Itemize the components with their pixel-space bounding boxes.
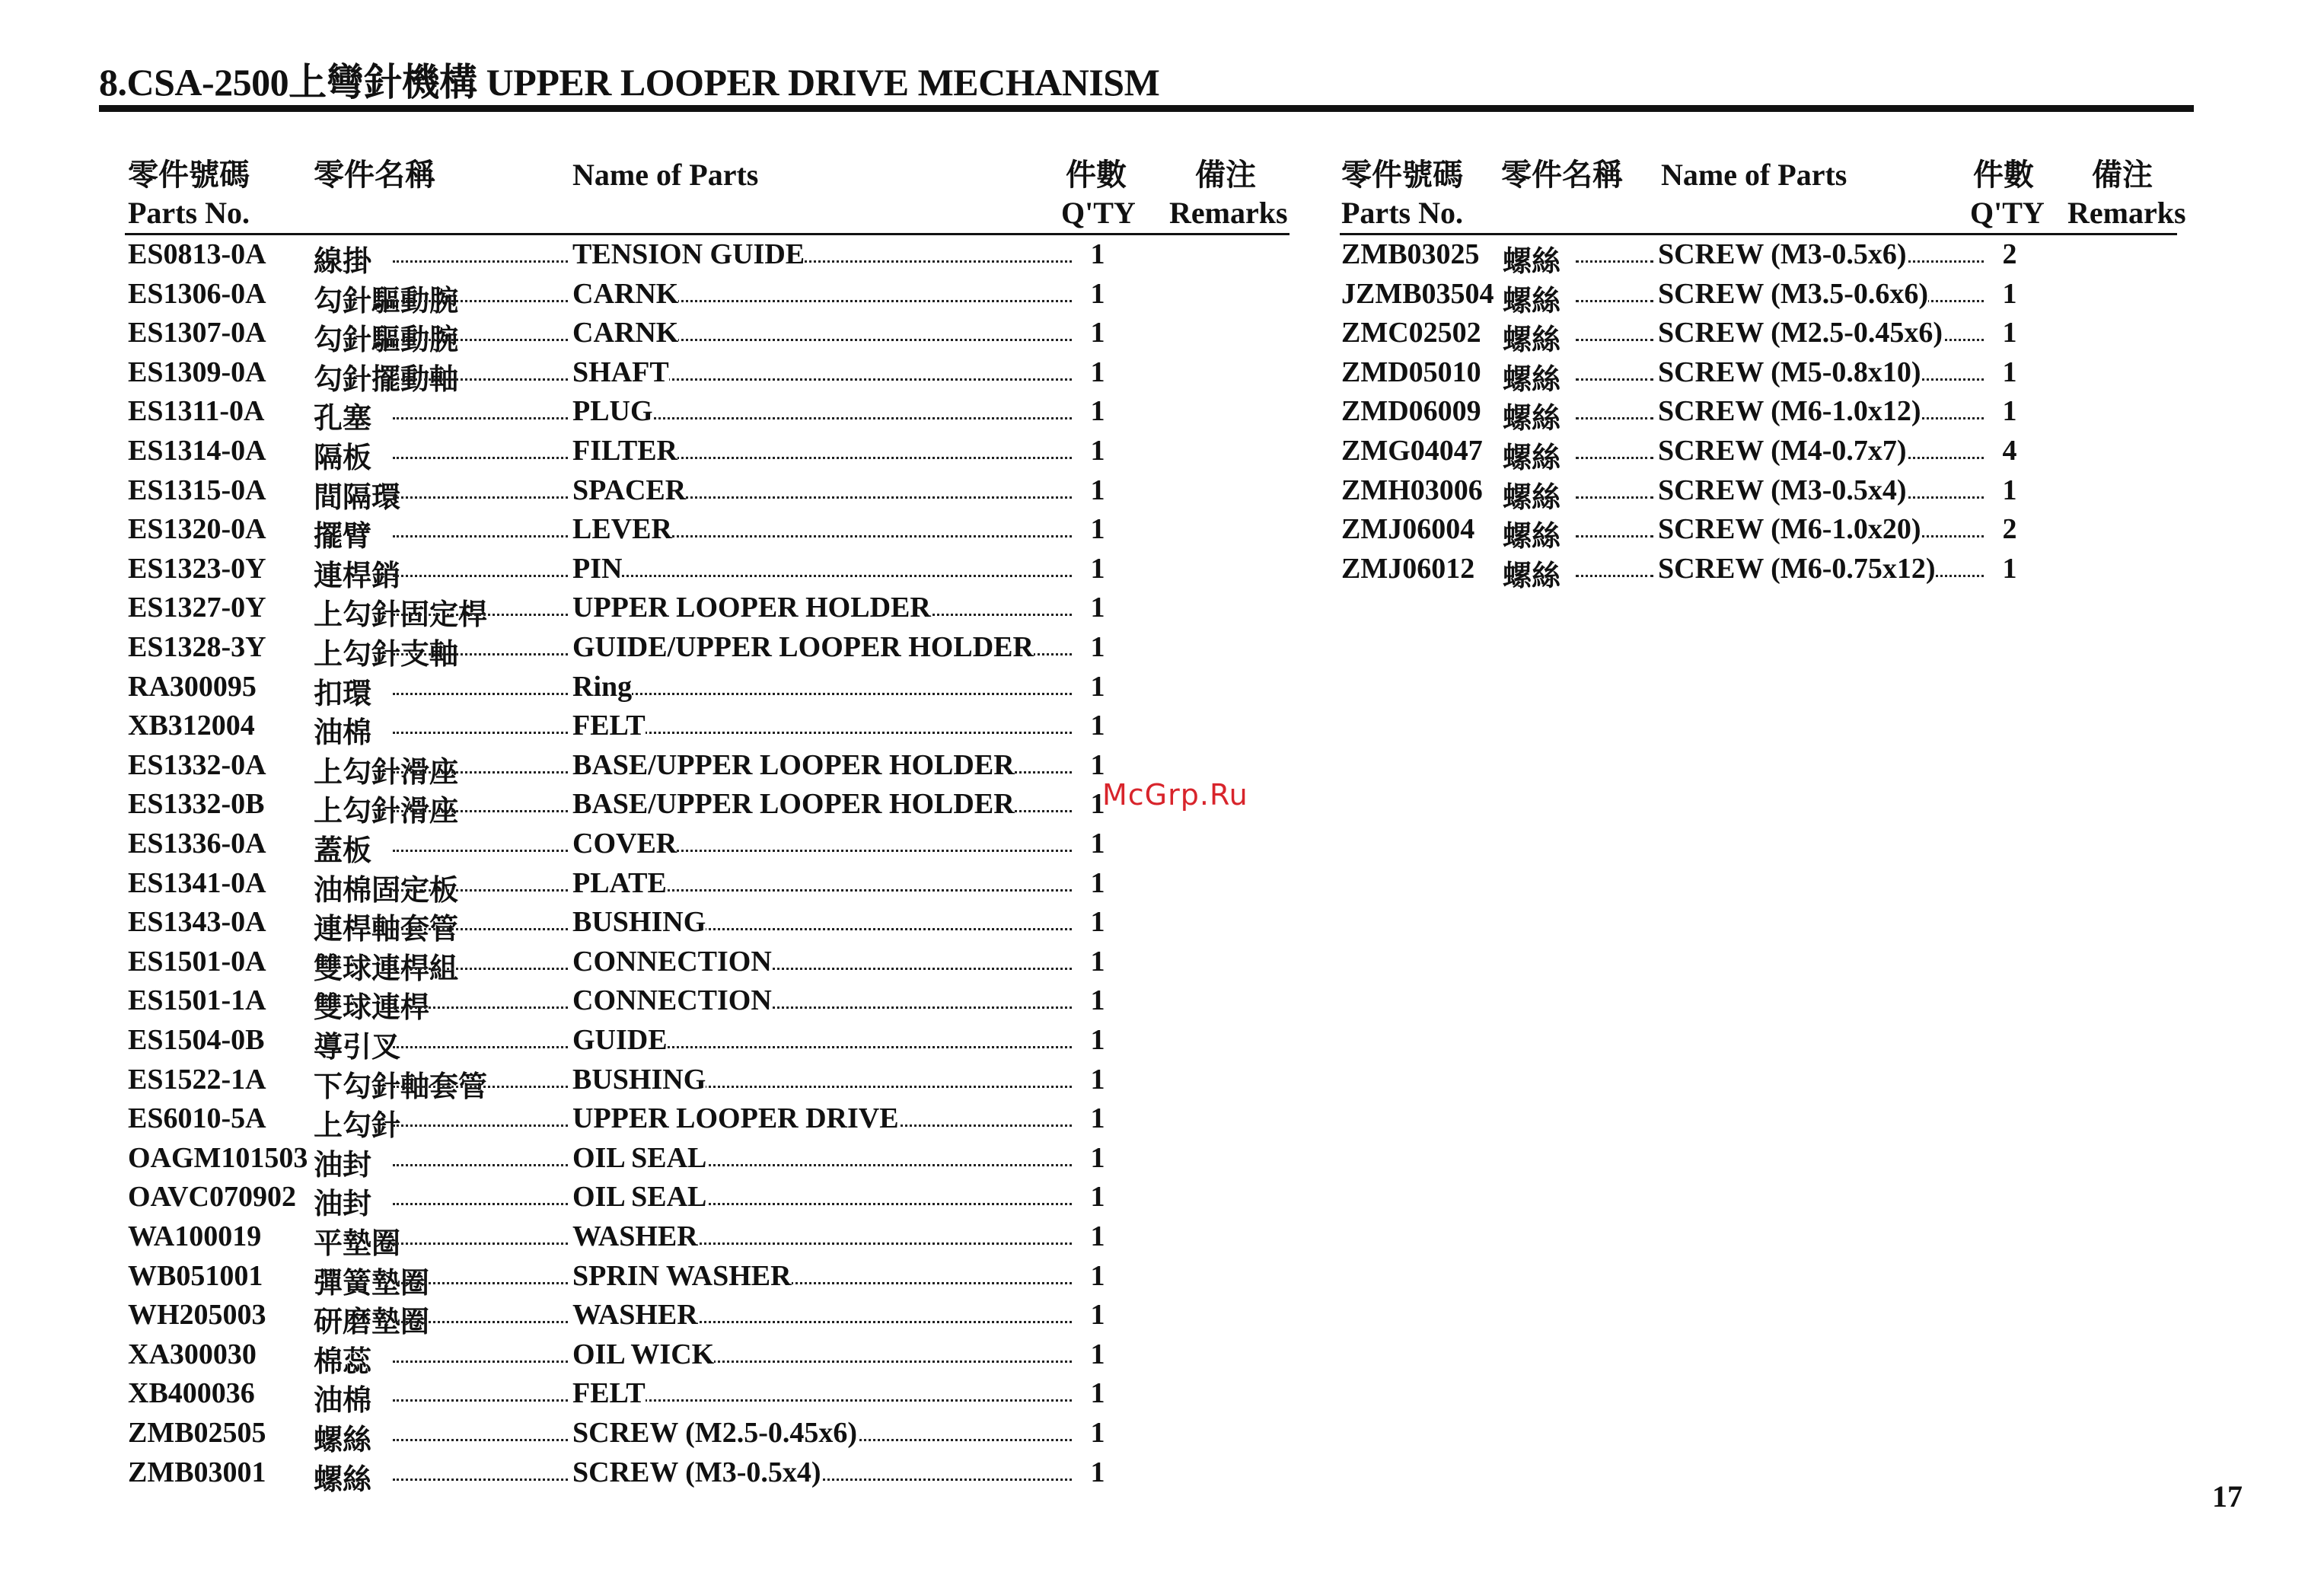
leader-dots bbox=[393, 810, 568, 812]
leader-dots bbox=[393, 1006, 568, 1009]
part-name-cn: 螺絲 bbox=[1503, 324, 1561, 357]
part-row bbox=[1341, 277, 2179, 317]
part-name-en: OIL SEAL bbox=[572, 1141, 707, 1174]
header-remarks-en-right: Remarks bbox=[2067, 196, 2186, 230]
part-number: ZMD06009 bbox=[1341, 395, 1481, 428]
leader-dots bbox=[1576, 300, 1653, 302]
part-row bbox=[128, 984, 1285, 1023]
leader-dots bbox=[572, 1399, 1072, 1402]
part-row bbox=[128, 1141, 1285, 1181]
header-qty-en-right: Q'TY bbox=[1970, 196, 2045, 230]
part-qty: 1 bbox=[1090, 1417, 1105, 1449]
part-name-cn: 螺絲 bbox=[314, 1463, 372, 1496]
part-number: WA100019 bbox=[128, 1220, 262, 1252]
part-qty: 1 bbox=[1090, 1141, 1105, 1174]
part-name-en: SPRIN WASHER bbox=[572, 1259, 792, 1292]
header-part-name-en: Name of Parts bbox=[572, 158, 759, 192]
leader-dots bbox=[393, 653, 568, 656]
part-qty: 1 bbox=[1090, 1102, 1105, 1135]
part-row bbox=[128, 709, 1285, 748]
leader-dots bbox=[393, 1479, 568, 1481]
leader-dots bbox=[393, 339, 568, 341]
part-row bbox=[128, 356, 1285, 395]
part-qty: 1 bbox=[1090, 238, 1105, 270]
leader-dots bbox=[1576, 535, 1653, 537]
part-qty: 2 bbox=[2002, 513, 2017, 546]
part-qty: 1 bbox=[1090, 474, 1105, 506]
part-name-en: BASE/UPPER LOOPER HOLDER bbox=[572, 748, 1015, 781]
part-qty: 1 bbox=[1090, 1299, 1105, 1332]
part-name-en: SCREW (M6-1.0x20) bbox=[1658, 513, 1921, 546]
leader-dots bbox=[393, 260, 568, 263]
part-name-cn: 隔板 bbox=[314, 442, 372, 474]
part-number: ES1332-0A bbox=[128, 748, 266, 781]
part-row bbox=[128, 1220, 1285, 1259]
part-name-en: SCREW (M3.5-0.6x6) bbox=[1658, 277, 1929, 310]
leader-dots bbox=[393, 1360, 568, 1363]
part-qty: 1 bbox=[2002, 395, 2017, 428]
part-qty: 1 bbox=[1090, 435, 1105, 467]
part-qty: 1 bbox=[1090, 1220, 1105, 1252]
part-number: ES1327-0Y bbox=[128, 592, 266, 624]
leader-dots bbox=[393, 1164, 568, 1166]
part-name-en: SPACER bbox=[572, 474, 687, 506]
part-row bbox=[1341, 552, 2179, 592]
part-name-cn: 勾針驅動腕 bbox=[314, 285, 459, 317]
part-qty: 1 bbox=[2002, 356, 2017, 388]
leader-dots bbox=[393, 1282, 568, 1284]
part-number: ZMJ06004 bbox=[1341, 513, 1475, 546]
part-qty: 1 bbox=[2002, 474, 2017, 506]
part-name-cn: 螺絲 bbox=[1503, 560, 1561, 592]
part-row bbox=[128, 1023, 1285, 1063]
part-qty: 1 bbox=[1090, 748, 1105, 781]
part-name-cn: 勾針擺動軸 bbox=[314, 363, 459, 396]
part-name-cn: 研磨墊圈 bbox=[314, 1306, 430, 1339]
part-name-cn: 螺絲 bbox=[1503, 363, 1561, 396]
header-remarks-cn-right: 備注 bbox=[2092, 158, 2153, 192]
leader-dots bbox=[393, 1321, 568, 1323]
leader-dots bbox=[393, 378, 568, 381]
part-name-cn: 螺絲 bbox=[1503, 246, 1561, 278]
part-qty: 1 bbox=[1090, 513, 1105, 546]
part-name-cn: 上勾針滑座 bbox=[314, 756, 459, 789]
part-name-cn: 導引叉 bbox=[314, 1032, 401, 1064]
part-name-en: LEVER bbox=[572, 513, 672, 546]
part-qty: 1 bbox=[1090, 1456, 1105, 1488]
part-name-en: CONNECTION bbox=[572, 984, 772, 1017]
header-part-no-cn-right: 零件號碼 bbox=[1341, 158, 1463, 192]
part-qty: 1 bbox=[1090, 788, 1105, 821]
part-qty: 1 bbox=[1090, 670, 1105, 703]
part-number: ZMH03006 bbox=[1341, 474, 1483, 506]
left-header-divider bbox=[125, 233, 1290, 235]
leader-dots bbox=[393, 535, 568, 537]
part-number: ZMB03025 bbox=[1341, 238, 1480, 270]
part-row bbox=[128, 1298, 1285, 1338]
part-number: ES1501-1A bbox=[128, 984, 266, 1017]
part-qty: 1 bbox=[2002, 552, 2017, 585]
leader-dots bbox=[393, 1439, 568, 1441]
part-qty: 1 bbox=[1090, 277, 1105, 310]
part-name-cn: 上勾針滑座 bbox=[314, 796, 459, 828]
leader-dots bbox=[1576, 417, 1653, 419]
part-row bbox=[128, 316, 1285, 356]
part-row bbox=[128, 945, 1285, 984]
part-qty: 4 bbox=[2002, 435, 2017, 467]
part-name-cn: 下勾針軸套管 bbox=[314, 1070, 488, 1103]
leader-dots bbox=[393, 1203, 568, 1205]
part-name-en: COVER bbox=[572, 828, 677, 860]
part-qty: 1 bbox=[1090, 592, 1105, 624]
leader-dots bbox=[393, 417, 568, 419]
part-name-cn: 棉蕊 bbox=[314, 1345, 372, 1378]
part-name-en: SCREW (M3-0.5x6) bbox=[1658, 238, 1907, 270]
part-number: ZMC02502 bbox=[1341, 317, 1481, 349]
part-number: JZMB03504 bbox=[1341, 277, 1494, 310]
part-number: ES6010-5A bbox=[128, 1102, 266, 1135]
part-number: OAGM101503 bbox=[128, 1141, 308, 1174]
part-name-cn: 油棉固定板 bbox=[314, 874, 459, 907]
part-row bbox=[128, 1102, 1285, 1141]
part-qty: 1 bbox=[2002, 277, 2017, 310]
header-remarks-cn: 備注 bbox=[1195, 158, 1256, 192]
title-divider bbox=[99, 105, 2194, 112]
part-number: XB312004 bbox=[128, 710, 255, 742]
part-name-en: SHAFT bbox=[572, 356, 669, 388]
part-qty: 1 bbox=[1090, 395, 1105, 428]
part-name-en: UPPER LOOPER HOLDER bbox=[572, 592, 931, 624]
part-row bbox=[128, 552, 1285, 592]
part-qty: 1 bbox=[1090, 906, 1105, 939]
page-title: 8.CSA-2500上彎針機構 UPPER LOOPER DRIVE MECHANISM bbox=[99, 61, 1160, 104]
leader-dots bbox=[1576, 457, 1653, 459]
part-number: RA300095 bbox=[128, 670, 257, 703]
part-number: ES0813-0A bbox=[128, 238, 266, 270]
part-number: ES1332-0B bbox=[128, 788, 265, 821]
part-qty: 1 bbox=[1090, 828, 1105, 860]
part-name-en: SCREW (M2.5-0.45x6) bbox=[1658, 317, 1943, 349]
part-number: ES1343-0A bbox=[128, 906, 266, 939]
part-name-en: GUIDE/UPPER LOOPER HOLDER bbox=[572, 631, 1034, 663]
leader-dots bbox=[393, 614, 568, 616]
part-name-cn: 螺絲 bbox=[1503, 285, 1561, 317]
part-number: ES1336-0A bbox=[128, 828, 266, 860]
right-header-divider bbox=[1340, 233, 2177, 235]
part-name-en: OIL SEAL bbox=[572, 1181, 707, 1214]
part-qty: 1 bbox=[1090, 552, 1105, 585]
part-row bbox=[128, 827, 1285, 866]
header-qty-en: Q'TY bbox=[1061, 196, 1136, 230]
header-qty-cn-right: 件數 bbox=[1973, 158, 2034, 192]
leader-dots bbox=[1576, 496, 1653, 499]
part-qty: 2 bbox=[2002, 238, 2017, 270]
leader-dots bbox=[393, 1399, 568, 1402]
part-name-en: CARNK bbox=[572, 317, 679, 349]
leader-dots bbox=[393, 850, 568, 852]
header-part-name-cn: 零件名稱 bbox=[314, 158, 435, 192]
part-qty: 1 bbox=[1090, 710, 1105, 742]
part-number: ES1501-0A bbox=[128, 945, 266, 978]
header-part-no-cn: 零件號碼 bbox=[128, 158, 250, 192]
part-name-en: SCREW (M5-0.8x10) bbox=[1658, 356, 1921, 388]
leader-dots bbox=[393, 889, 568, 892]
leader-dots bbox=[393, 457, 568, 459]
part-name-en: PIN bbox=[572, 552, 623, 585]
part-number: ES1314-0A bbox=[128, 435, 266, 467]
part-number: ES1315-0A bbox=[128, 474, 266, 506]
part-qty: 1 bbox=[2002, 317, 2017, 349]
part-number: ES1522-1A bbox=[128, 1063, 266, 1096]
part-name-cn: 上勾針固定桿 bbox=[314, 599, 488, 632]
part-number: WH205003 bbox=[128, 1299, 266, 1332]
part-qty: 1 bbox=[1090, 945, 1105, 978]
part-name-cn: 勾針驅動腕 bbox=[314, 324, 459, 357]
part-row bbox=[128, 591, 1285, 630]
part-row bbox=[128, 474, 1285, 513]
part-row bbox=[128, 1063, 1285, 1102]
part-number: ES1320-0A bbox=[128, 513, 266, 546]
leader-dots bbox=[393, 496, 568, 499]
leader-dots bbox=[1576, 339, 1653, 341]
part-row bbox=[128, 434, 1285, 474]
part-row bbox=[128, 394, 1285, 434]
part-name-en: GUIDE bbox=[572, 1024, 668, 1056]
part-qty: 1 bbox=[1090, 1063, 1105, 1096]
leader-dots bbox=[393, 1086, 568, 1088]
part-row bbox=[1341, 394, 2179, 434]
part-row bbox=[1341, 474, 2179, 513]
part-row bbox=[128, 866, 1285, 906]
part-row bbox=[128, 1259, 1285, 1299]
part-name-en: FILTER bbox=[572, 435, 677, 467]
header-qty-cn: 件數 bbox=[1066, 158, 1127, 192]
part-row bbox=[128, 670, 1285, 710]
part-name-cn: 平墊圈 bbox=[314, 1228, 401, 1260]
page-title-row bbox=[99, 52, 2200, 107]
header-part-no-en-right: Parts No. bbox=[1341, 196, 1463, 230]
part-qty: 1 bbox=[1090, 1181, 1105, 1214]
part-qty: 1 bbox=[1090, 1377, 1105, 1410]
part-name-en: FELT bbox=[572, 710, 646, 742]
part-name-en: SCREW (M4-0.7x7) bbox=[1658, 435, 1907, 467]
part-number: WB051001 bbox=[128, 1259, 263, 1292]
part-row bbox=[128, 1338, 1285, 1377]
leader-dots bbox=[572, 732, 1072, 734]
part-name-cn: 油棉 bbox=[314, 717, 372, 750]
part-row bbox=[1341, 356, 2179, 395]
part-number: ES1311-0A bbox=[128, 395, 265, 428]
part-name-en: SCREW (M6-0.75x12) bbox=[1658, 552, 1936, 585]
part-qty: 1 bbox=[1090, 984, 1105, 1017]
part-number: ES1307-0A bbox=[128, 317, 266, 349]
part-name-cn: 孔塞 bbox=[314, 403, 372, 435]
leader-dots bbox=[572, 693, 1072, 695]
part-row bbox=[128, 277, 1285, 317]
part-row bbox=[128, 1416, 1285, 1456]
leader-dots bbox=[393, 300, 568, 302]
part-qty: 1 bbox=[1090, 1024, 1105, 1056]
part-qty: 1 bbox=[1090, 356, 1105, 388]
part-name-cn: 彈簧墊圈 bbox=[314, 1267, 430, 1300]
leader-dots bbox=[1576, 260, 1653, 263]
part-qty: 1 bbox=[1090, 1259, 1105, 1292]
leader-dots bbox=[393, 693, 568, 695]
part-qty: 1 bbox=[1090, 317, 1105, 349]
part-name-en: Ring bbox=[572, 670, 633, 703]
leader-dots bbox=[1576, 575, 1653, 577]
part-number: OAVC070902 bbox=[128, 1181, 296, 1214]
part-number: ZMB03001 bbox=[128, 1456, 266, 1488]
part-name-cn: 螺絲 bbox=[1503, 521, 1561, 553]
part-name-cn: 上勾針支軸 bbox=[314, 639, 459, 671]
part-qty: 1 bbox=[1090, 631, 1105, 663]
part-name-en: PLATE bbox=[572, 866, 667, 899]
part-name-cn: 螺絲 bbox=[1503, 481, 1561, 514]
part-name-en: SCREW (M3-0.5x4) bbox=[1658, 474, 1907, 506]
part-number: ES1323-0Y bbox=[128, 552, 266, 585]
part-qty: 1 bbox=[1090, 866, 1105, 899]
part-number: ES1309-0A bbox=[128, 356, 266, 388]
part-row bbox=[1341, 512, 2179, 552]
leader-dots bbox=[393, 771, 568, 774]
part-name-en: WASHER bbox=[572, 1220, 698, 1252]
header-part-name-cn-right: 零件名稱 bbox=[1501, 158, 1623, 192]
part-number: XA300030 bbox=[128, 1338, 257, 1370]
part-row bbox=[128, 238, 1285, 277]
part-name-cn: 蓋板 bbox=[314, 835, 372, 867]
part-number: XB400036 bbox=[128, 1377, 255, 1410]
part-name-en: BUSHING bbox=[572, 1063, 706, 1096]
watermark: McGrp.Ru bbox=[1102, 778, 1248, 812]
part-name-cn: 上勾針 bbox=[314, 1110, 401, 1143]
part-qty: 1 bbox=[1090, 1338, 1105, 1370]
part-number: ZMJ06012 bbox=[1341, 552, 1475, 585]
part-name-en: SCREW (M6-1.0x12) bbox=[1658, 395, 1921, 428]
header-part-no-en: Parts No. bbox=[128, 196, 250, 230]
part-name-cn: 連桿軸套管 bbox=[314, 914, 459, 946]
leader-dots bbox=[393, 1046, 568, 1048]
part-name-cn: 雙球連桿 bbox=[314, 992, 430, 1025]
part-name-cn: 螺絲 bbox=[1503, 442, 1561, 474]
part-name-cn: 雙球連桿組 bbox=[314, 952, 459, 985]
part-name-en: SCREW (M3-0.5x4) bbox=[572, 1456, 821, 1488]
part-row bbox=[1341, 316, 2179, 356]
part-name-cn: 連桿銷 bbox=[314, 560, 401, 592]
part-number: ZMB02505 bbox=[128, 1417, 266, 1449]
part-row bbox=[128, 512, 1285, 552]
leader-dots bbox=[393, 575, 568, 577]
part-name-en: CARNK bbox=[572, 277, 679, 310]
part-name-en: UPPER LOOPER DRIVE bbox=[572, 1102, 899, 1135]
page-number: 17 bbox=[2212, 1479, 2243, 1514]
header-part-name-en-right: Name of Parts bbox=[1661, 158, 1847, 192]
part-name-cn: 線掛 bbox=[314, 246, 372, 278]
leader-dots bbox=[1576, 378, 1653, 381]
part-name-cn: 油封 bbox=[314, 1149, 372, 1182]
part-name-en: SCREW (M2.5-0.45x6) bbox=[572, 1417, 858, 1449]
part-row bbox=[1341, 238, 2179, 277]
part-name-cn: 螺絲 bbox=[314, 1424, 372, 1456]
part-number: ES1306-0A bbox=[128, 277, 266, 310]
part-number: ZMD05010 bbox=[1341, 356, 1481, 388]
part-name-en: TENSION GUIDE bbox=[572, 238, 805, 270]
part-name-cn: 擺臂 bbox=[314, 521, 372, 553]
header-remarks-en: Remarks bbox=[1169, 196, 1288, 230]
part-row bbox=[128, 1180, 1285, 1220]
leader-dots bbox=[393, 732, 568, 734]
leader-dots bbox=[572, 575, 1072, 577]
leader-dots bbox=[393, 928, 568, 930]
leader-dots bbox=[393, 1124, 568, 1127]
part-row bbox=[128, 1456, 1285, 1495]
part-name-en: PLUG bbox=[572, 395, 653, 428]
part-number: ES1504-0B bbox=[128, 1024, 265, 1056]
part-number: ZMG04047 bbox=[1341, 435, 1483, 467]
leader-dots bbox=[393, 968, 568, 970]
part-name-en: WASHER bbox=[572, 1299, 698, 1332]
part-name-en: CONNECTION bbox=[572, 945, 772, 978]
part-row bbox=[128, 630, 1285, 670]
part-number: ES1341-0A bbox=[128, 866, 266, 899]
part-name-en: OIL WICK bbox=[572, 1338, 715, 1370]
leader-dots bbox=[393, 1242, 568, 1245]
part-name-cn: 油棉 bbox=[314, 1385, 372, 1418]
part-name-cn: 螺絲 bbox=[1503, 403, 1561, 435]
part-name-cn: 間隔環 bbox=[314, 481, 401, 514]
part-name-cn: 油封 bbox=[314, 1188, 372, 1221]
part-name-en: BASE/UPPER LOOPER HOLDER bbox=[572, 788, 1015, 821]
part-name-en: BUSHING bbox=[572, 906, 706, 939]
part-name-cn: 扣環 bbox=[314, 678, 372, 710]
part-name-en: FELT bbox=[572, 1377, 646, 1410]
part-row bbox=[128, 905, 1285, 945]
part-row bbox=[128, 1376, 1285, 1416]
part-row bbox=[1341, 434, 2179, 474]
part-number: ES1328-3Y bbox=[128, 631, 266, 663]
